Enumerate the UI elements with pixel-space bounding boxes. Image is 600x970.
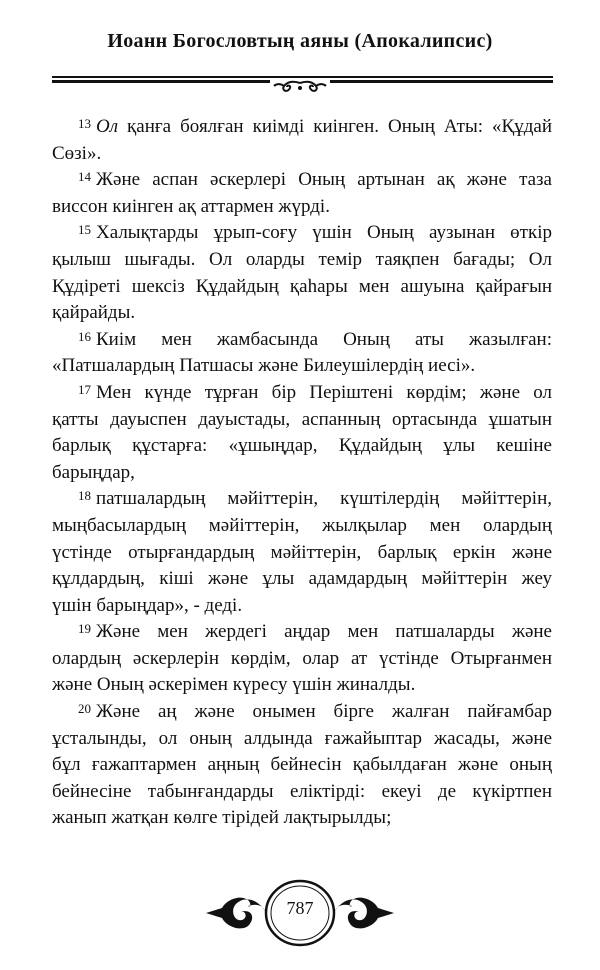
line-text: виссон киінген ақ аттармен жүрді. — [52, 195, 330, 217]
header-rule-thin — [52, 76, 553, 78]
verse-number: 13 — [78, 116, 91, 131]
text-line — [52, 566, 552, 593]
line-text: бұл ғажаптармен аңның бейнесін қабылдаған және оның — [52, 754, 552, 776]
text-line — [52, 726, 552, 753]
line-text: бейнесіне табынғандарды еліктірді: екеуі де күкіртпен — [52, 780, 552, 802]
text-line — [52, 540, 552, 567]
italic-word: Ол — [96, 116, 119, 137]
verse — [52, 699, 552, 832]
text-line — [52, 513, 552, 540]
text-line — [52, 646, 552, 673]
line-text: Және аспан әскерлері Оның артынан ақ және таза — [96, 169, 552, 191]
line-text: үстінде отырғандардың мәйіттерін, барлық еркін және — [52, 541, 552, 563]
line-text: барыңдар, — [52, 461, 135, 483]
text-line — [52, 407, 552, 434]
line-text: Мен күнде тұрған бір Періштені көрдім; және ол — [96, 381, 552, 403]
verse — [52, 486, 552, 619]
text-line — [52, 619, 552, 646]
line-text: ұсталынды, ол оның алдында ғажайыптар жасады, және — [52, 727, 552, 749]
text-line — [52, 114, 552, 141]
verse — [52, 114, 552, 167]
line-text: Халықтарды ұрып-соғу үшін Оның аузынан өткір — [96, 222, 552, 244]
text-line — [52, 220, 552, 247]
text-line — [52, 247, 552, 274]
line-text: үшін барыңдар», - деді. — [52, 594, 243, 616]
line-text: олардың әскерлерін көрдім, олар ат үстінде Отырғанмен — [52, 647, 552, 669]
text-line — [52, 300, 552, 327]
line-text: құлдардың, кіші және ұлы адамдардың мәйіттерін жеу — [52, 568, 552, 590]
verse-number: 18 — [78, 488, 91, 504]
verse — [52, 327, 552, 380]
text-line — [52, 752, 552, 779]
running-header-title: Иоанн Богословтың аяны (Апокалипсис) — [107, 30, 493, 52]
verse-number: 15 — [78, 222, 91, 238]
line-text: Құдіреті шексіз Құдайдың қаһары мен ашуына қайрағын — [52, 275, 552, 297]
text-line — [52, 194, 552, 221]
text-line — [52, 699, 552, 726]
line-text: қайрайды. — [52, 302, 136, 324]
verse — [52, 380, 552, 486]
line-text: барлық құстарға: «ұшыңдар, Құдайдың ұлы кешіне — [52, 435, 552, 457]
text-line — [52, 486, 552, 513]
line-text: Және мен жердегі аңдар мен патшаларды және — [96, 621, 552, 643]
verse-number: 19 — [78, 621, 91, 637]
text-line — [52, 460, 552, 487]
scripture-body — [52, 114, 552, 832]
verse — [52, 167, 552, 220]
text-line — [52, 672, 552, 699]
verse-number: 17 — [78, 381, 91, 397]
text-line — [52, 433, 552, 460]
verse — [52, 619, 552, 699]
page-number: 787 — [286, 898, 314, 918]
line-text: мыңбасылардың мәйіттерін, жылқылар мен олардың — [52, 514, 552, 536]
verse-number: 16 — [78, 328, 91, 344]
text-line — [52, 327, 552, 354]
verse — [52, 220, 552, 326]
line-text: Және аң және онымен бірге жалған пайғамбар — [96, 701, 552, 723]
line-text: патшалардың мәйіттерін, күштілердің мәйіттерін, — [96, 488, 552, 510]
verse-number: 14 — [78, 169, 91, 185]
text-line — [52, 805, 552, 832]
line-text: Сөзі». — [52, 142, 102, 164]
line-text: қылыш шығады. Ол оларды темір таяқпен бағады; Ол — [52, 248, 552, 270]
line-text: «Патшалардың Патшасы және Билеушілердің иесі». — [52, 355, 476, 377]
text-line — [52, 141, 552, 168]
line-text: жанып жатқан көлге тірідей лақтырылды; — [52, 807, 392, 829]
text-line — [52, 779, 552, 806]
text-line — [52, 274, 552, 301]
line-text: қатты дауыспен дауыстады, аспанның ортасында ұшатын — [52, 408, 552, 430]
verse-number: 20 — [78, 701, 91, 717]
line-text: және Оның әскерімен күресу үшін жиналды. — [52, 674, 416, 696]
text-line — [52, 353, 552, 380]
header-ornament-icon — [270, 79, 330, 95]
text-line — [52, 380, 552, 407]
line-text: қанға боялған киімді киінген. Оның Аты: «Құдай — [118, 116, 552, 137]
text-line — [52, 593, 552, 620]
line-text: Киім мен жамбасында Оның аты жазылған: — [96, 328, 552, 350]
text-line — [52, 167, 552, 194]
